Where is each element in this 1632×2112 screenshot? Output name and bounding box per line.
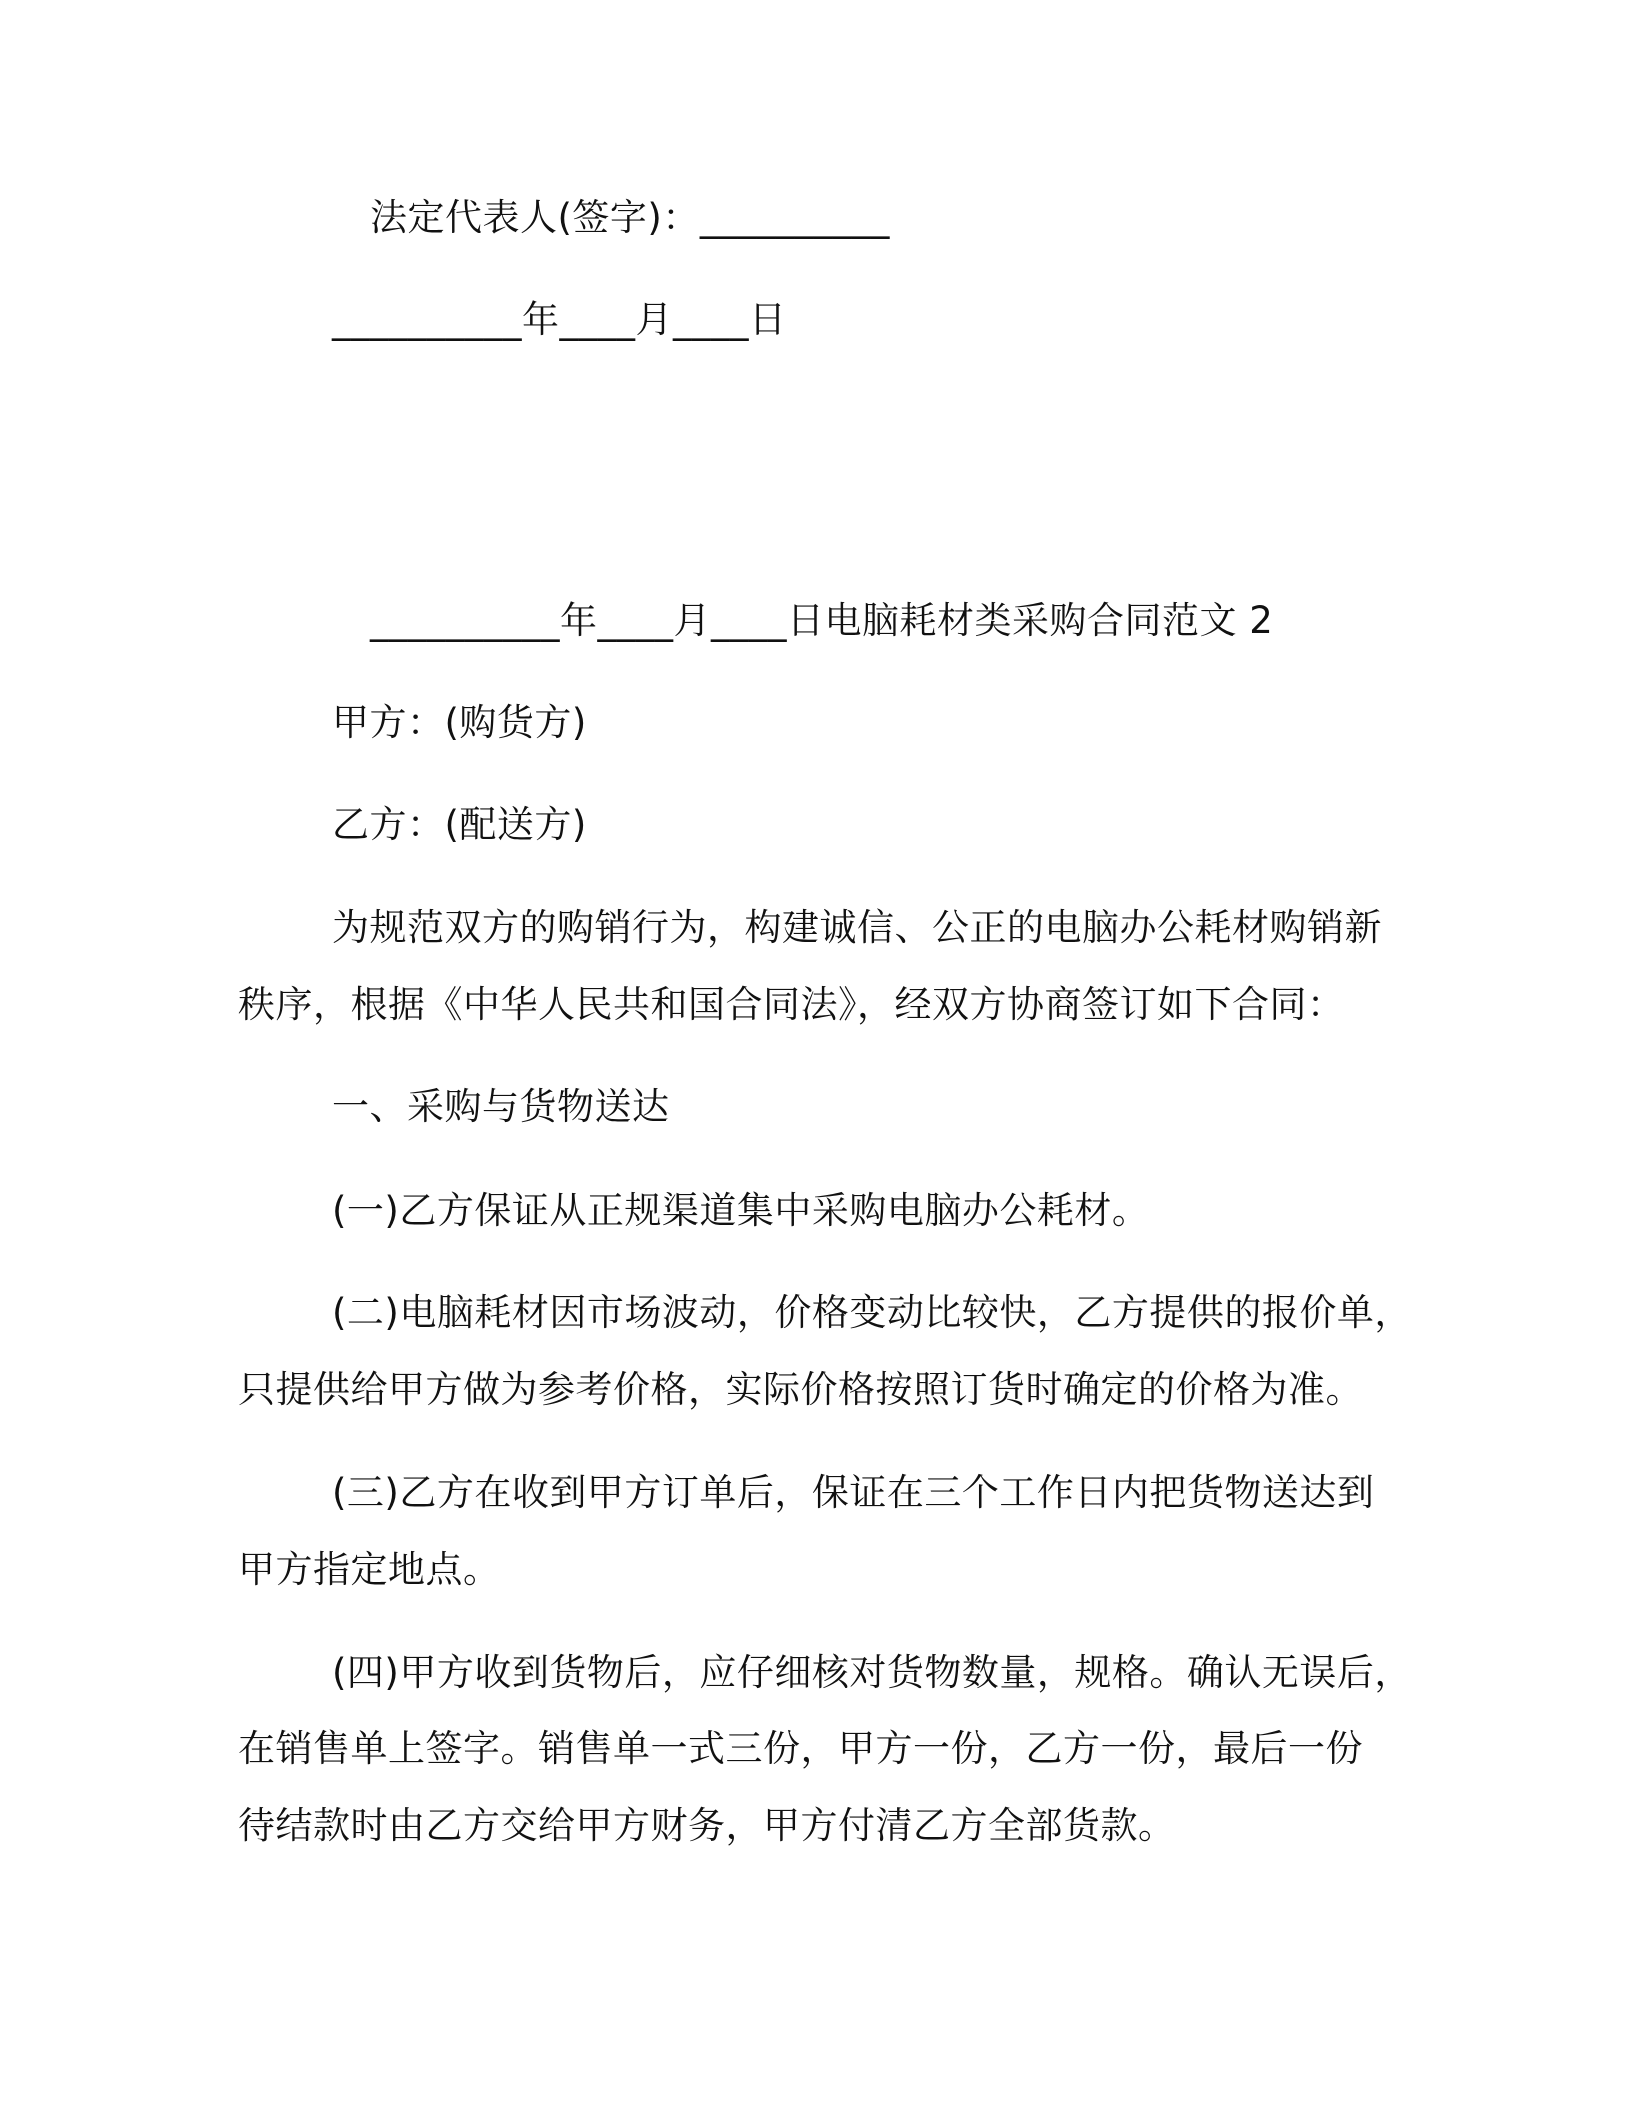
party-a-line: 甲方：(购货方) — [332, 701, 587, 744]
clause-4-line-3: 待结款时由乙方交给甲方财务，甲方付清乙方全部货款。 — [238, 1804, 1176, 1847]
clause-2-line-1: (二)电脑耗材因市场波动，价格变动比较快，乙方提供的报价单， — [332, 1291, 1412, 1334]
document-title: __________年____月____日电脑耗材类采购合同范文 2 — [370, 599, 1274, 642]
intro-line-1: 为规范双方的购销行为，构建诚信、公正的电脑办公耗材购销新 — [332, 906, 1382, 949]
section-heading: 一、采购与货物送达 — [332, 1085, 670, 1128]
clause-3-line-2: 甲方指定地点。 — [238, 1548, 501, 1591]
date-line: __________年____月____日 — [332, 298, 787, 341]
clause-1: (一)乙方保证从正规渠道集中采购电脑办公耗材。 — [332, 1189, 1150, 1232]
clause-3-line-1: (三)乙方在收到甲方订单后，保证在三个工作日内把货物送达到 — [332, 1471, 1375, 1514]
intro-line-2: 秩序，根据《中华人民共和国合同法》，经双方协商签订如下合同： — [238, 983, 1345, 1026]
clause-2-line-2: 只提供给甲方做为参考价格，实际价格按照订货时确定的价格为准。 — [238, 1368, 1363, 1411]
clause-4-line-1: (四)甲方收到货物后，应仔细核对货物数量，规格。确认无误后， — [332, 1651, 1412, 1694]
clause-4-line-2: 在销售单上签字。销售单一式三份，甲方一份，乙方一份，最后一份 — [238, 1727, 1363, 1770]
signature-line: 法定代表人(签字)：__________ — [370, 196, 890, 239]
party-b-line: 乙方：(配送方) — [332, 803, 587, 846]
